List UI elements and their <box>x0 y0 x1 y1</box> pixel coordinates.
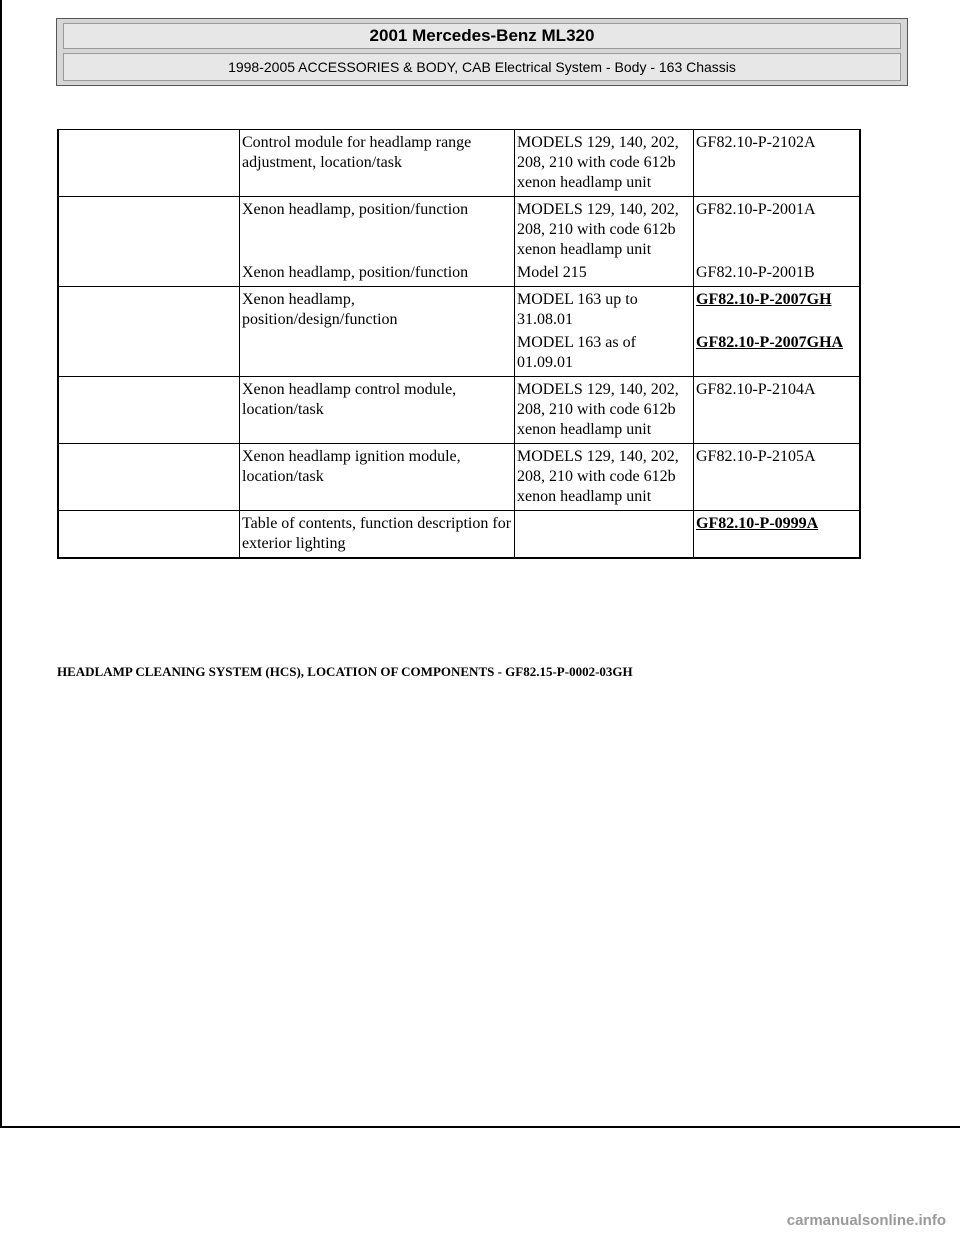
reference-link[interactable]: GF82.10-P-2007GH <box>696 291 832 308</box>
description-cell: Xenon headlamp control module, location/task <box>240 377 515 444</box>
document-title: 2001 Mercedes-Benz ML320 <box>63 23 901 49</box>
description-cell: Xenon headlamp ignition module, location/task <box>240 444 515 511</box>
empty-cell <box>58 130 240 197</box>
table-row <box>58 287 860 334</box>
document-header <box>56 18 908 86</box>
page-border-bottom <box>0 1126 960 1128</box>
models-cell: Model 215 <box>515 263 694 287</box>
reference-cell <box>694 287 861 334</box>
reference-cell: GF82.10-P-2102A <box>694 130 861 197</box>
reference-link[interactable]: GF82.10-P-2007GHA <box>696 334 844 351</box>
description-cell: Xenon headlamp, position/function <box>240 197 515 264</box>
footer-watermark: carmanualsonline.info <box>786 1212 946 1229</box>
empty-cell <box>58 333 240 377</box>
reference-cell: GF82.10-P-2104A <box>694 377 861 444</box>
reference-table <box>57 129 861 559</box>
reference-cell <box>694 333 861 377</box>
document-subtitle: 1998-2005 ACCESSORIES & BODY, CAB Electrical System - Body - 163 Chassis <box>63 53 901 81</box>
empty-cell <box>58 197 240 264</box>
models-cell: MODELS 129, 140, 202, 208, 210 with code 612b xenon headlamp unit <box>515 444 694 511</box>
table-row <box>58 377 860 444</box>
description-cell: Table of contents, function description for exterior lighting <box>240 511 515 559</box>
page-border-left <box>0 0 2 1128</box>
models-cell: MODELS 129, 140, 202, 208, 210 with code 612b xenon headlamp unit <box>515 130 694 197</box>
models-cell: MODEL 163 up to 31.08.01 <box>515 287 694 334</box>
models-cell <box>515 511 694 559</box>
reference-cell: GF82.10-P-2105A <box>694 444 861 511</box>
table-row <box>58 444 860 511</box>
description-cell <box>240 333 515 377</box>
empty-cell <box>58 444 240 511</box>
reference-cell: GF82.10-P-2001B <box>694 263 861 287</box>
reference-cell: GF82.10-P-2001A <box>694 197 861 264</box>
description-cell: Control module for headlamp range adjustment, location/task <box>240 130 515 197</box>
empty-cell <box>58 287 240 334</box>
empty-cell <box>58 511 240 559</box>
table-row <box>58 333 860 377</box>
models-cell: MODELS 129, 140, 202, 208, 210 with code 612b xenon headlamp unit <box>515 197 694 264</box>
description-cell: Xenon headlamp, position/design/function <box>240 287 515 334</box>
section-heading: HEADLAMP CLEANING SYSTEM (HCS), LOCATION OF COMPONENTS - GF82.15-P-0002-03GH <box>57 664 633 679</box>
description-cell: Xenon headlamp, position/function <box>240 263 515 287</box>
reference-cell <box>694 511 861 559</box>
empty-cell <box>58 377 240 444</box>
table-row <box>58 511 860 559</box>
table-row <box>58 263 860 287</box>
table-row <box>58 130 860 197</box>
table-row <box>58 197 860 264</box>
models-cell: MODELS 129, 140, 202, 208, 210 with code 612b xenon headlamp unit <box>515 377 694 444</box>
empty-cell <box>58 263 240 287</box>
models-cell: MODEL 163 as of 01.09.01 <box>515 333 694 377</box>
reference-link[interactable]: GF82.10-P-0999A <box>696 515 819 532</box>
